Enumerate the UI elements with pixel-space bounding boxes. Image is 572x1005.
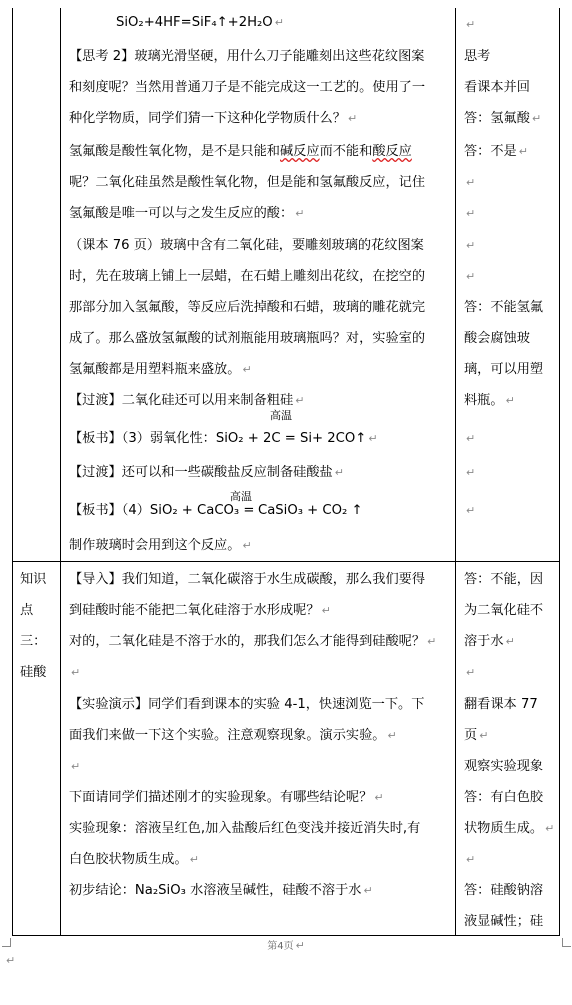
- text-line: 氢氟酸是酸性氧化物，是不是只能和碱反应而不能和酸反应: [69, 144, 412, 159]
- text-line: 【思考 2】玻璃光滑坚硬，用什么刀子能雕刻出这些花纹图案: [69, 49, 425, 64]
- text-line: 点: [20, 603, 34, 618]
- text-line: 答：硅酸钠溶: [464, 883, 544, 898]
- text-line: 呢？二氧化硅虽然是酸性氧化物，但是能和氢氟酸反应，记住: [69, 175, 426, 190]
- text-line: 看课本并回: [464, 80, 530, 95]
- para-mark: ↵: [71, 666, 81, 679]
- text-line: 【过渡】二氧化硅还可以用来制备粗硅 ↵: [69, 393, 305, 408]
- text-line: 氢氟酸都是用塑料瓶来盛放。 ↵: [69, 362, 252, 377]
- text-line: CaSiO₃ + CO₂ ↑: [258, 503, 363, 518]
- text-line: 答：氢氟酸 ↵: [464, 111, 542, 126]
- text-line: 初步结论：Na₂SiO₃ 水溶液呈碱性，硅酸不溶于水 ↵: [69, 883, 373, 898]
- page-footer: 第4页 ↵: [267, 939, 305, 952]
- column-divider-left: [60, 8, 61, 935]
- reaction-condition: 高温: [230, 490, 252, 503]
- para-mark: ↵: [466, 176, 476, 189]
- para-mark: ↵: [466, 853, 476, 866]
- para-mark: ↵: [466, 239, 476, 252]
- text-line: 答：不能，因: [464, 572, 544, 587]
- text-line: 【板书】（3）弱氧化性：SiO₂ + 2C = Si+ 2CO↑ ↵: [69, 431, 378, 446]
- text-line: 种化学物质，同学们猜一下这种化学物质什么？ ↵: [69, 111, 358, 126]
- reaction-condition: 高温: [270, 409, 292, 422]
- para-mark: ↵: [71, 760, 81, 773]
- text-line: 对的，二氧化硅是不溶于水的，那我们怎么才能得到硅酸呢？ ↵: [69, 634, 437, 649]
- para-mark: ↵: [466, 432, 476, 445]
- text-line: 答：有白色胶: [464, 790, 544, 805]
- text-line: 知识: [20, 572, 47, 587]
- text-line: 【实验演示】同学们看到课本的实验 4-1，快速浏览一下。下: [69, 697, 425, 712]
- text-line: 答：不是 ↵: [464, 144, 528, 159]
- text-line: 到硅酸时能不能把二氧化硅溶于水形成呢？ ↵: [69, 603, 331, 618]
- text-line: 制作玻璃时会用到这个反应。 ↵: [69, 538, 252, 553]
- text-line: 面我们来做一下这个实验。注意观察现象。演示实验。 ↵: [69, 728, 397, 743]
- text-line: 答：不能氢氟: [464, 300, 544, 315]
- text-line: 那部分加入氢氟酸，等反应后洗掉酸和石蜡，玻璃的雕花就完: [69, 300, 426, 315]
- text-line: 溶于水 ↵: [464, 634, 515, 649]
- para-mark: ↵: [466, 270, 476, 283]
- text-line: 页 ↵: [464, 728, 489, 743]
- text-line: 璃，可以用塑: [464, 362, 544, 377]
- formula-line: SiO₂+4HF=SiF₄↑+2H₂O ↵: [116, 15, 284, 30]
- text-line: 为二氧化硅不: [464, 603, 544, 618]
- para-mark: ↵: [466, 207, 476, 220]
- text-line: 翻看课本 77: [464, 697, 538, 712]
- row-divider: [13, 561, 559, 562]
- text-line: 【过渡】还可以和一些碳酸盐反应制备硅酸盐 ↵: [69, 465, 344, 480]
- text-line: 液显碱性；硅: [464, 914, 544, 929]
- para-mark: ↵: [6, 954, 16, 967]
- text-line: 思考: [464, 49, 491, 64]
- text-line: 氢氟酸是唯一可以与之发生反应的酸： ↵: [69, 206, 305, 221]
- text-line: 【导入】我们知道，二氧化碳溶于水生成碳酸，那么我们要得: [69, 572, 426, 587]
- text-line: 硅酸: [20, 665, 47, 680]
- text-line: 三：: [20, 634, 47, 649]
- text-line: 状物质生成。 ↵: [464, 821, 555, 836]
- para-mark: ↵: [466, 18, 476, 31]
- page-number: 第4页: [267, 941, 294, 952]
- text-line: 和刻度呢？当然用普通刀子是不能完成这一工艺的。使用了一: [69, 80, 426, 95]
- text-line: （课本 76 页）玻璃中含有二氧化硅，要雕刻玻璃的花纹图案: [69, 238, 424, 253]
- para-mark: ↵: [466, 666, 476, 679]
- text-line: 【板书】（4）SiO₂ + CaCO₃ =: [69, 503, 255, 518]
- text-line: 酸会腐蚀玻: [464, 331, 530, 346]
- text-line: 白色胶状物质生成。 ↵: [69, 852, 199, 867]
- text-line: 下面请同学们描述刚才的实验现象。有哪些结论呢？ ↵: [69, 790, 384, 805]
- text-line: 实验现象：溶液呈红色,加入盐酸后红色变浅并接近消失时,有: [69, 821, 421, 836]
- text-line: 时，先在玻璃上铺上一层蜡，在石蜡上雕刻出花纹，在挖空的: [69, 269, 426, 284]
- text-line: 料瓶。 ↵: [464, 393, 515, 408]
- para-mark: ↵: [466, 504, 476, 517]
- column-divider-right: [455, 8, 456, 935]
- text-line: 观察实验现象: [464, 759, 544, 774]
- text-line: 成了。那么盛放氢氟酸的试剂瓶能用玻璃瓶吗？对，实验室的: [69, 331, 426, 346]
- para-mark: ↵: [466, 466, 476, 479]
